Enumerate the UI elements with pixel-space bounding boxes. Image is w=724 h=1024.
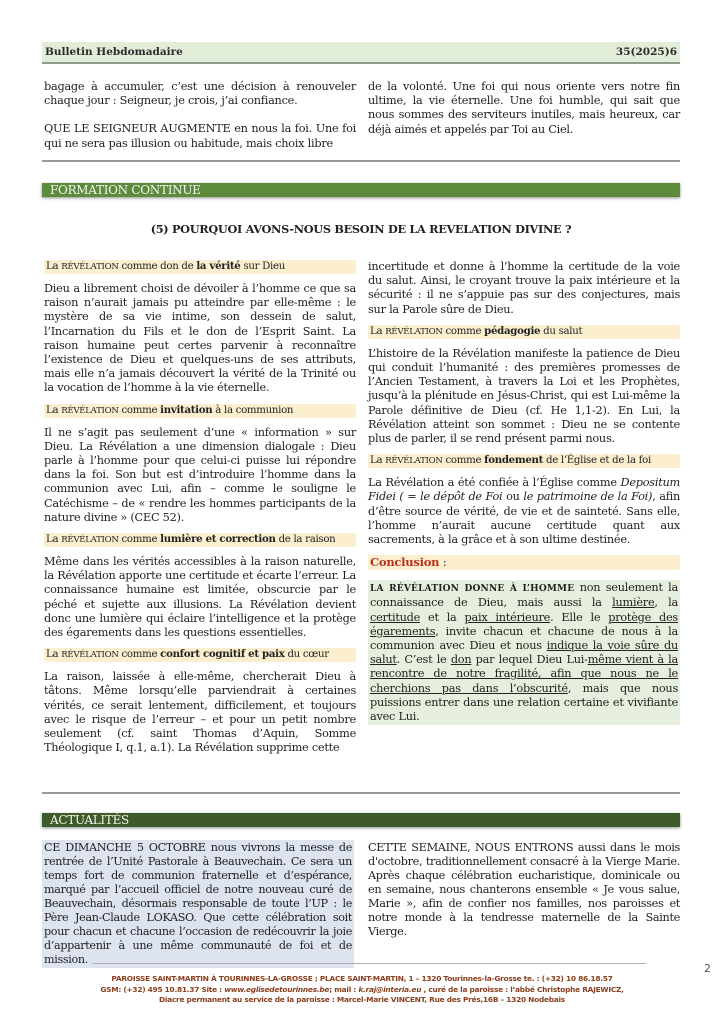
subheading-revelation: RÉVÉLATION (61, 535, 119, 546)
body-italic: le patrimoine de la Foi) (523, 490, 653, 504)
news-body: nous vivrons la messe de rentrée de l’Unité Pastorale à Beauvechain. Ce sera un temps fort de communion fraternelle et d’espérance, marqué par l’accueil officiel de notre nouveau curé de Beauvechain, désormais responsable de toute l’UP : le Père Jean-Claude LOKASO. Que cette célébration soit pour chacun et chacune l’occasion de redécouvrir la joie d’appartenir à une même communauté de foi et de mission. (44, 841, 352, 966)
conclusion-text: , invite chacun et chacune de nous à la communion avec Dieu et nous (370, 624, 678, 653)
subheading-revelation: RÉVÉLATION (61, 262, 119, 272)
section-band-formation (42, 183, 680, 197)
news-lead: CE DIMANCHE 5 OCTOBRE (44, 841, 206, 854)
news-item (42, 840, 354, 968)
formation-right-column (368, 260, 680, 725)
intro-paragraph: de la volonté. Une foi qui nous oriente vers notre fin ultime, la vie éternelle. Une foi humble, qui sait que nous sommes des serviteurs inutiles, mais heureux, car déjà aimés et appelés par Toi au Ciel. (368, 80, 680, 136)
subheading-pre: don de (160, 261, 194, 272)
news-body: aussi dans le mois d'octobre, traditionnellement consacré à la Vierge Marie. Après chaque célébration eucharistique, dominicale ou en semaine, nous chanterons ensemble « Je vous salue, Marie », afin de confier nos familles, nos paroisses et notre monde à la tendresse maternelle de la Sainte Vierge. (368, 841, 680, 938)
conclusion-underlined: lumière (612, 596, 655, 610)
footer-line (40, 985, 684, 996)
conclusion-underlined: protège des égarements (370, 610, 678, 638)
conclusion-underlined: même vient à la rencontre de notre fragilité, afin que nous ne le cherchions pas dans l’obscurité (370, 653, 678, 695)
conclusion-heading (368, 555, 680, 570)
section-body: La raison, laissée à elle-même, chercherait Dieu à tâtons. Même lorsqu’elle parviendrait à certaines vérités, ce serait lentement, difficilement, et toujours avec le risque de l’erreur – et pour un petit nombre seulement (cf. saint Thomas d’Aquin, Somme Théologique I, q.1, a.1). La Révélation supprime cette (44, 670, 356, 755)
subheading-comme: comme (445, 455, 482, 467)
intro-paragraph: bagage à accumuler, c’est une décision à renouveler chaque jour : Seigneur, je crois, j’ai confiance. (44, 80, 356, 108)
subheading (44, 648, 356, 662)
news-item (368, 841, 680, 939)
section-band-actualites (42, 813, 680, 827)
formation-left-column (44, 260, 356, 763)
subheading-prefix: La (370, 455, 383, 467)
conclusion-lead: LA RÉVÉLATION DONNE À L’HOMME (370, 584, 575, 595)
conclusion-underlined: indique la voie sûre du salut (370, 639, 678, 667)
conclusion-text: . Elle le (550, 610, 609, 624)
subheading-post: de l’Église et de la foi (546, 455, 651, 467)
section-body (368, 476, 680, 547)
subheading-revelation: RÉVÉLATION (61, 405, 119, 416)
intro-right-column (368, 80, 680, 137)
subheading-prefix: La (370, 325, 383, 337)
footer-text: , curé de la paroisse : l’abbé Christophe RAJEWICZ, (421, 984, 624, 994)
section-body-continuation: incertitude et donne à l’homme la certitude de la voie du salut. Ainsi, le croyant trouve la paix intérieure et la sécurité : il ne s’appuie pas sur des conjectures, mais sur la Parole sûre de Dieu. (368, 260, 680, 316)
subheading-keyword: la vérité (196, 260, 241, 272)
footer-text: GSM: (+32) 495 10.81.37 Site : (100, 984, 225, 994)
intro-paragraph: QUE LE SEIGNEUR AUGMENTE en nous la foi. Une foi qui ne sera pas illusion ou habitude, mais choix libre (44, 122, 356, 150)
subheading-comme: comme (121, 404, 158, 416)
subheading-post: sur Dieu (243, 261, 285, 272)
news-right (368, 841, 680, 939)
divider (42, 792, 680, 794)
conclusion-label: Conclusion (370, 555, 440, 570)
section-body: Même dans les vérités accessibles à la raison naturelle, la Révélation apporte une certitude et écarte l’erreur. La connaissance humaine est limitée, obscurcie par le péché et sujette aux illusions. La Révélation devient donc une lumière qui éclaire l’intelligence et la protège des égarements dans les questions essentielles. (44, 555, 356, 640)
footer-divider (92, 963, 646, 964)
body-text: ou (506, 490, 520, 504)
conclusion-text: , la (654, 596, 679, 610)
subheading-keyword: confort cognitif et paix (160, 648, 285, 661)
section-body: Dieu a librement choisi de dévoiler à l’homme ce que sa raison n’aurait jamais pu atteindre par elle-même : le mystère de sa vie intime, son dessein de salut, l’Incarnation du Fils et le don de l’Esprit Saint. La raison humaine peut certes parvenir à reconnaître l’existence de Dieu et quelques-uns de ses attributs, mais elle n’a jamais découvert la vérité de la Trinité ou la vocation de l’homme à la vie éternelle. (44, 282, 356, 395)
subheading-prefix: La (46, 404, 59, 416)
conclusion-text: , mais que nous puissions entrer dans une relation certaine et vivifiante avec Lui. (370, 681, 678, 724)
subheading-post: de la raison (278, 534, 336, 546)
section-band-label: ACTUALITÉS (50, 813, 129, 827)
subheading (44, 404, 356, 418)
article-title: (5) POURQUOI AVONS-NOUS BESOIN DE LA REVELATION DIVINE ? (150, 222, 572, 236)
section-band-label: FORMATION CONTINUE (50, 183, 201, 197)
conclusion-underlined: paix intérieure (464, 610, 551, 624)
subheading-revelation: RÉVÉLATION (61, 650, 119, 661)
intro-left-column (44, 80, 356, 151)
section-body: Il ne s’agit pas seulement d’une « information » sur Dieu. La Révélation a une dimension dialogale : Dieu parle à l’homme pour que celui-ci puisse lui répondre dans la foi. Son but est d’introduire l’homme dans la communion avec Lui, afin – comme le souligne le Catéchisme – de « rendre les hommes participants de la nature divine » (CEC 52). (44, 425, 356, 524)
subheading-comme: comme (445, 325, 482, 337)
body-text: La Révélation a été confiée à l’Église comme (368, 476, 617, 490)
subheading-prefix: La (46, 649, 59, 661)
conclusion-text: non seulement la connaissance de Dieu, mais aussi la (370, 581, 678, 610)
subheading-post: à la communion (215, 404, 294, 416)
subheading-revelation: RÉVÉLATION (385, 456, 443, 467)
conclusion-colon: : (439, 555, 447, 570)
divider (42, 160, 680, 162)
subheading-comme: comme (121, 534, 158, 546)
subheading (368, 454, 680, 468)
subheading (44, 260, 356, 274)
subheading-post: du cœur (287, 649, 329, 661)
subheading-keyword: lumière et correction (160, 533, 276, 546)
body-italic: Depositum Fidei ( = le dépôt de Foi (368, 476, 680, 504)
conclusion-underlined: don (450, 653, 472, 667)
footer-text: ; mail : (329, 984, 359, 994)
subheading-keyword: invitation (160, 403, 213, 416)
subheading (368, 325, 680, 339)
subheading-comme: comme (121, 261, 158, 272)
footer-contact (40, 974, 684, 1006)
subheading-prefix: La (46, 261, 59, 272)
bulletin-header (42, 42, 680, 64)
subheading-revelation: RÉVÉLATION (385, 326, 443, 337)
subheading-keyword: pédagogie (484, 324, 541, 337)
issue-number: 35(2025)6 (615, 46, 677, 58)
page-number: 2 (704, 962, 711, 975)
email-link[interactable]: k.raj@interia.eu (358, 984, 422, 994)
conclusion-box (368, 580, 680, 725)
body-text: , afin d’être source de vérité, de vie et de sainteté. Sans elle, l’homme n’aurait aucune certitude quant aux sacrements, à la grâce et à son ultime destinée. (368, 490, 681, 547)
footer-line: Diacre permanent au service de la paroisse : Marcel-Marie VINCENT, Rue des Prés,16B – 1320 Nodebais (159, 995, 565, 1004)
news-lead: CETTE SEMAINE, NOUS ENTRONS (368, 841, 574, 854)
footer-line: PAROISSE SAINT-MARTIN À TOURINNES-LA-GROSSE ; PLACE SAINT-MARTIN, 1 – 1320 Tourinnes-la-Grosse te. : (+32) 10 86.18.57 (111, 974, 613, 983)
news-left (42, 840, 354, 968)
conclusion-text: . C’est le (396, 653, 451, 667)
subheading-comme: comme (121, 649, 158, 661)
conclusion-text: par lequel Dieu Lui- (471, 653, 588, 667)
subheading-prefix: La (46, 534, 59, 546)
bulletin-title: Bulletin Hebdomadaire (45, 46, 183, 58)
section-body: L’histoire de la Révélation manifeste la patience de Dieu qui conduit l’humanité : des premières promesses de l’Ancien Testament, à travers la Loi et les Prophètes, jusqu’à la plénitude en Jésus-Christ, qui est Lui-même la Parole définitive de Dieu (cf. He 1,1-2). En Lui, la Révélation atteint son sommet : Dieu ne se contente plus de parler, il se rend présent parmi nous. (368, 346, 680, 446)
subheading (44, 533, 356, 547)
website-link[interactable]: www.eglisedetourinnes.be (224, 984, 330, 994)
conclusion-underlined: certitude (370, 610, 421, 624)
subheading-post: du salut (543, 325, 583, 337)
subheading-keyword: fondement (484, 454, 544, 467)
conclusion-text: et la (420, 610, 465, 624)
